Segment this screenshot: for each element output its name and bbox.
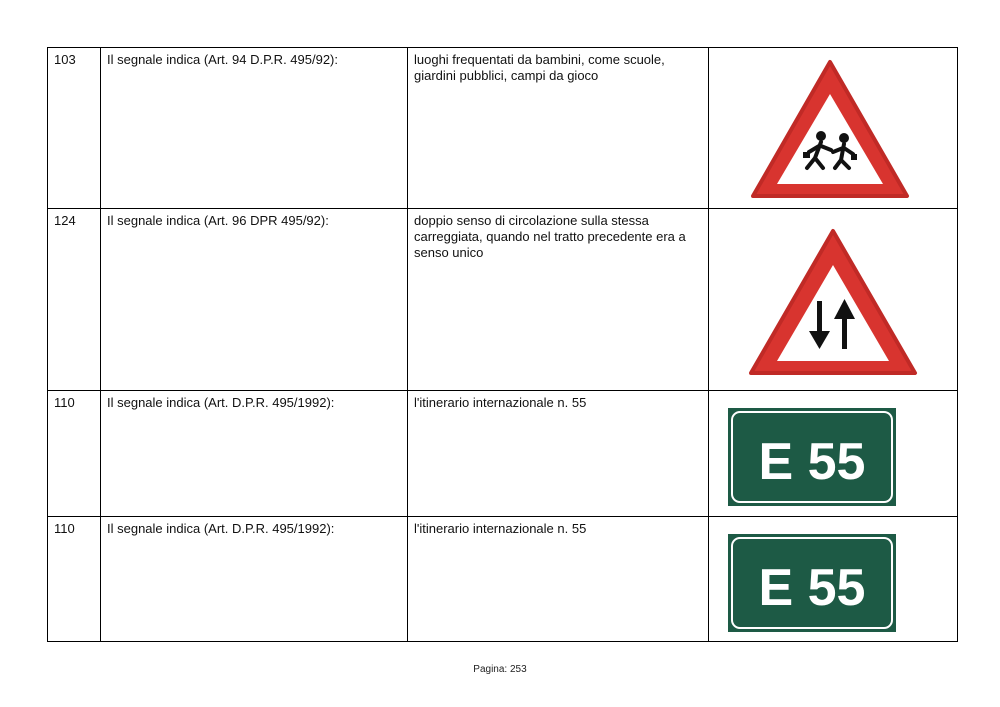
question-number: 103: [48, 48, 101, 209]
answer-text: doppio senso di circolazione sulla stessa carreggiata, quando nel tratto precedente era a senso unico: [408, 209, 709, 391]
question-text: Il segnale indica (Art. 94 D.P.R. 495/92):: [101, 48, 408, 209]
european-route-sign-icon: [727, 533, 897, 633]
answer-text: l'itinerario internazionale n. 55: [408, 517, 709, 642]
answer-text: luoghi frequentati da bambini, come scuole, giardini pubblici, campi da gioco: [408, 48, 709, 209]
route-number: E 55: [758, 559, 866, 617]
european-route-sign-icon: [727, 407, 897, 507]
question-text: Il segnale indica (Art. D.P.R. 495/1992):: [101, 391, 408, 517]
sign-image-cell: [709, 209, 958, 391]
table-row: [48, 209, 958, 391]
table-row: [48, 517, 958, 642]
quiz-table: [47, 47, 958, 642]
question-number: 110: [48, 517, 101, 642]
question-number: 110: [48, 391, 101, 517]
question-text: Il segnale indica (Art. D.P.R. 495/1992):: [101, 517, 408, 642]
sign-image-cell: [709, 48, 958, 209]
two-way-traffic-sign-icon: [743, 223, 923, 383]
children-warning-sign-icon: [745, 56, 915, 206]
sign-image-cell: [709, 391, 958, 517]
route-number: E 55: [758, 433, 866, 491]
table-row: [48, 391, 958, 517]
question-text: Il segnale indica (Art. 96 DPR 495/92):: [101, 209, 408, 391]
sign-image-cell: [709, 517, 958, 642]
answer-text: l'itinerario internazionale n. 55: [408, 391, 709, 517]
page-footer: Pagina: 253: [473, 664, 527, 675]
table-row: [48, 48, 958, 209]
question-number: 124: [48, 209, 101, 391]
